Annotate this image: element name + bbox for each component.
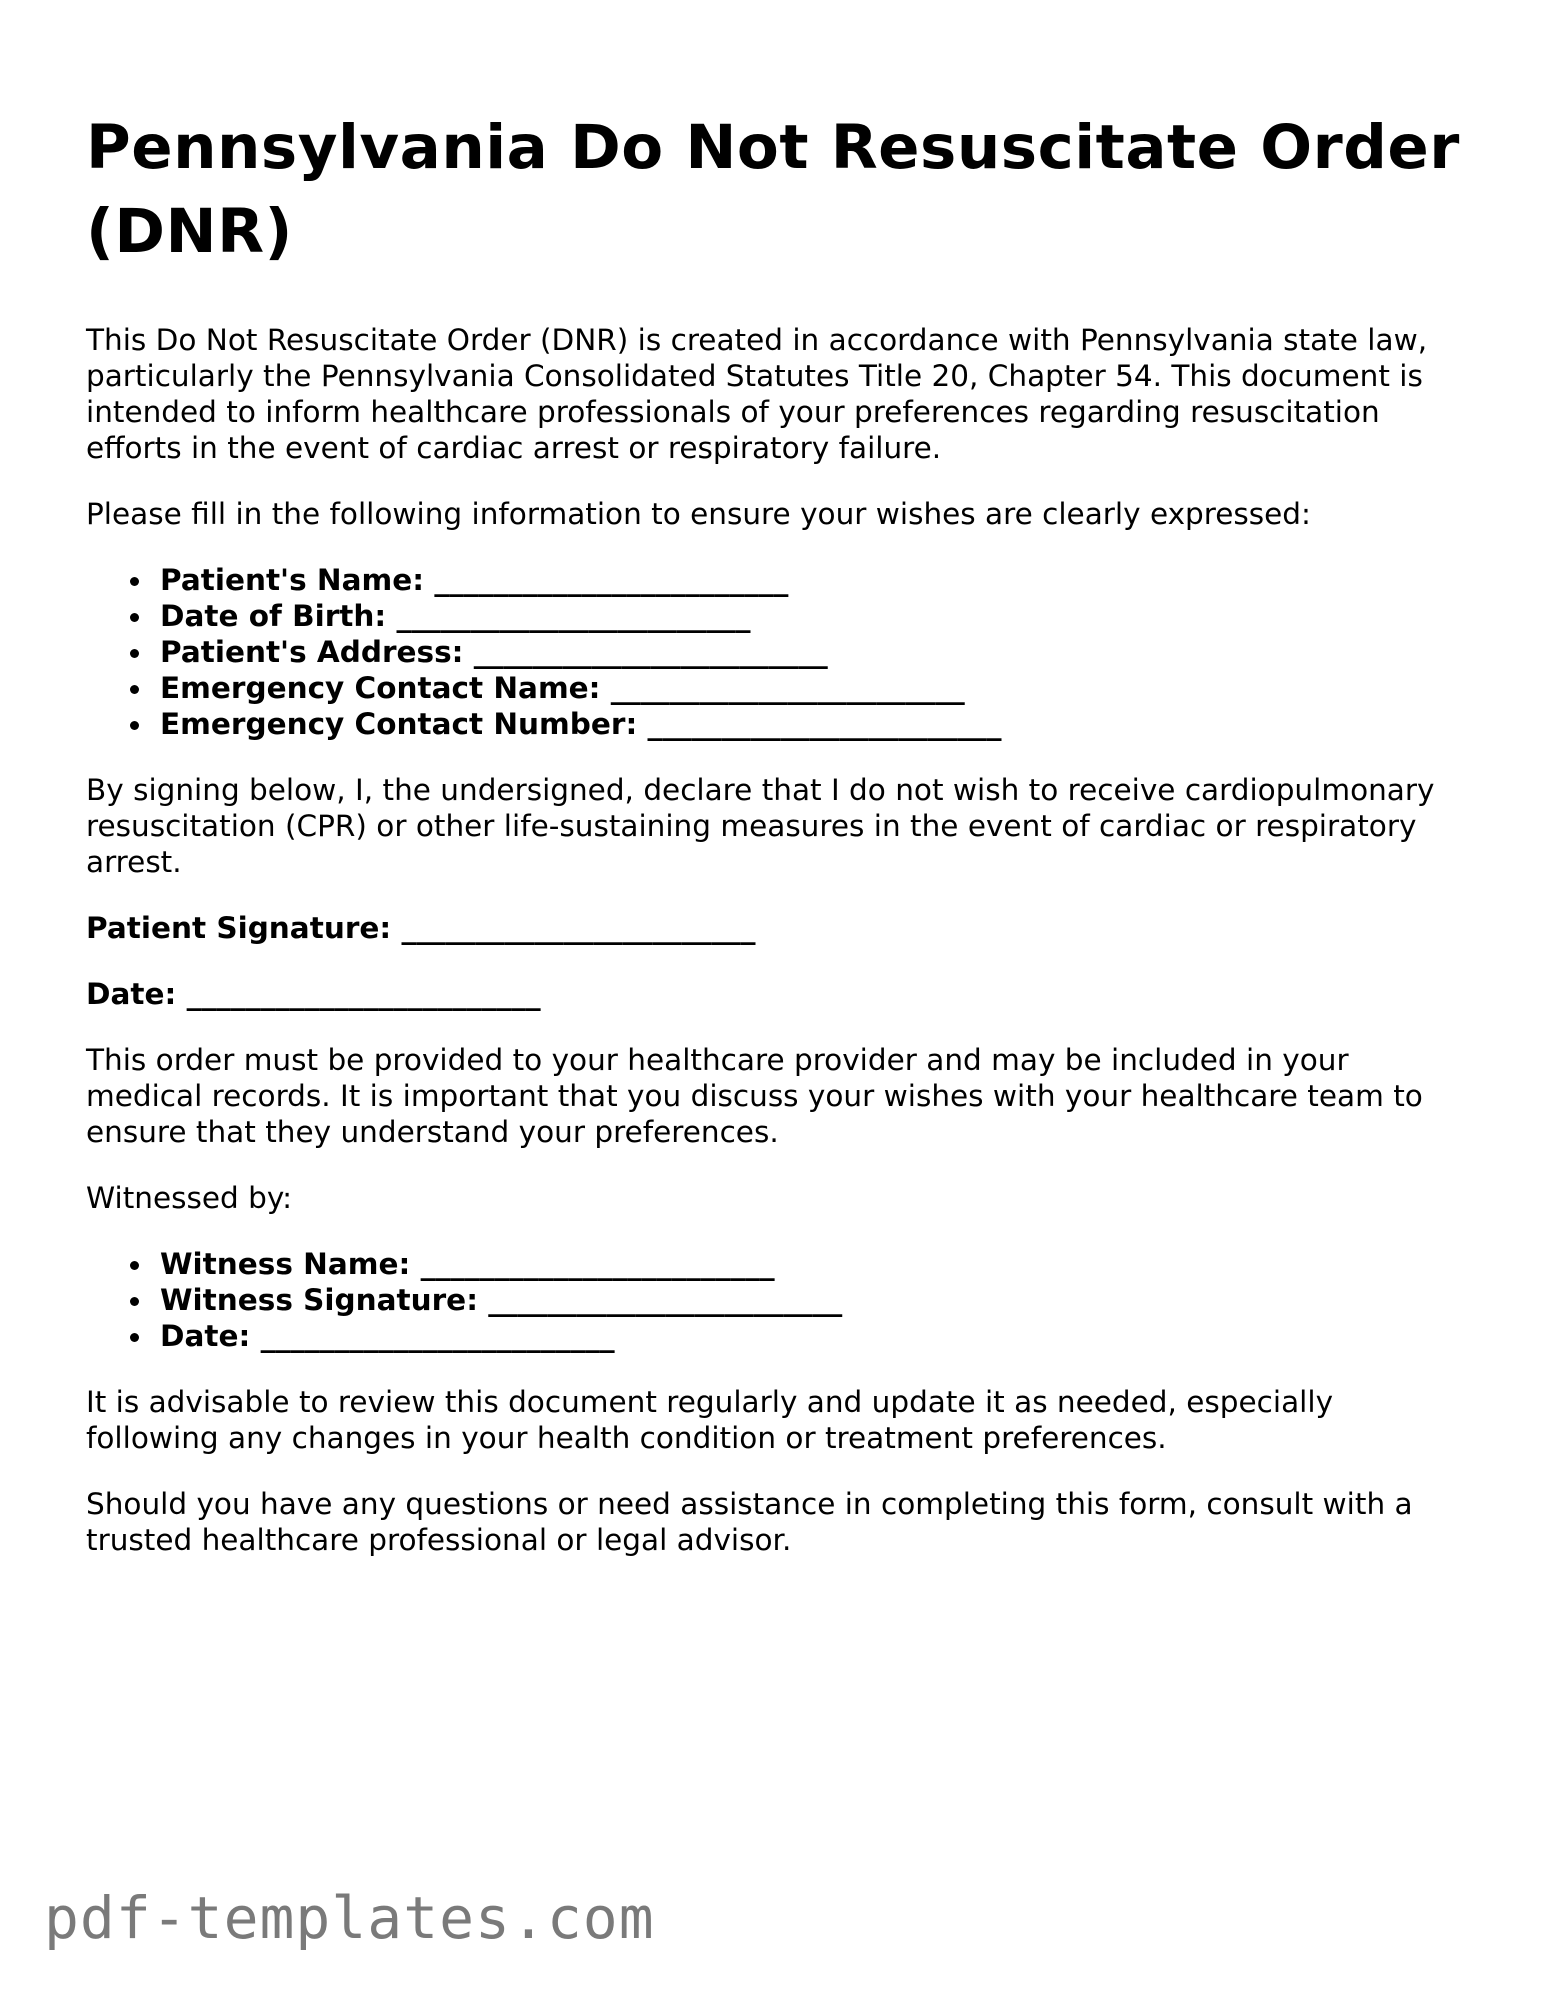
intro-paragraph: This Do Not Resuscitate Order (DNR) is created in accordance with Pennsylvania state law, particularly the Pennsylvania Consolidated Statutes Title 20, Chapter 54. This document is intended to inform healthcare professionals of your preferences regarding resuscitation efforts in the event of cardiac arrest or respiratory failure. bbox=[86, 323, 1428, 465]
field-label: Witness Signature: bbox=[160, 1283, 478, 1317]
patient-name-field[interactable] bbox=[160, 562, 1466, 598]
field-label: Patient's Address: bbox=[160, 635, 464, 669]
field-blank[interactable]: ________________________ bbox=[647, 707, 1002, 741]
field-blank[interactable]: ________________________ bbox=[473, 635, 828, 669]
document-page bbox=[86, 106, 1466, 1588]
field-blank[interactable]: ________________________ bbox=[186, 977, 541, 1011]
patient-address-field[interactable] bbox=[160, 634, 1466, 670]
instructions-paragraph: Please fill in the following information to ensure your wishes are clearly expressed: bbox=[86, 497, 1311, 531]
witness-fields-list bbox=[86, 1246, 1466, 1354]
assistance-note-paragraph: Should you have any questions or need assistance in completing this form, consult with a trusted healthcare professional or legal advisor. bbox=[86, 1487, 1413, 1557]
provider-note-paragraph: This order must be provided to your healthcare provider and may be included in your medical records. It is important that you discuss your wishes with your healthcare team to ensure that they understand your preferences. bbox=[86, 1043, 1423, 1149]
patient-signature-field[interactable] bbox=[86, 910, 1466, 946]
field-label: Date of Birth: bbox=[160, 599, 387, 633]
field-blank[interactable]: ________________________ bbox=[610, 671, 965, 705]
review-note-paragraph: It is advisable to review this document regularly and update it as needed, especially following any changes in your health condition or treatment preferences. bbox=[86, 1385, 1334, 1455]
field-blank[interactable]: ________________________ bbox=[488, 1283, 843, 1317]
field-label: Emergency Contact Name: bbox=[160, 671, 601, 705]
emergency-contact-number-field[interactable] bbox=[160, 706, 1466, 742]
watermark-logo: pdf-templates.com bbox=[44, 1884, 655, 1952]
field-label: Emergency Contact Number: bbox=[160, 707, 638, 741]
field-label: Patient's Name: bbox=[160, 563, 425, 597]
field-label: Witness Name: bbox=[160, 1247, 411, 1281]
page-title: Pennsylvania Do Not Resuscitate Order (DNR) bbox=[86, 112, 1460, 267]
field-blank[interactable]: ________________________ bbox=[420, 1247, 775, 1281]
witness-name-field[interactable] bbox=[160, 1246, 1466, 1282]
field-blank[interactable]: ________________________ bbox=[401, 911, 756, 945]
field-label: Date: bbox=[160, 1319, 251, 1353]
field-blank[interactable]: ________________________ bbox=[396, 599, 751, 633]
patient-fields-list bbox=[86, 562, 1466, 742]
emergency-contact-name-field[interactable] bbox=[160, 670, 1466, 706]
date-of-birth-field[interactable] bbox=[160, 598, 1466, 634]
witness-date-field[interactable] bbox=[160, 1318, 1466, 1354]
declaration-paragraph: By signing below, I, the undersigned, declare that I do not wish to receive cardiopulmonary resuscitation (CPR) or other life-sustaining measures in the event of cardiac or respiratory arrest. bbox=[86, 773, 1435, 879]
patient-date-field[interactable] bbox=[86, 976, 1466, 1012]
field-blank[interactable]: ________________________ bbox=[260, 1319, 615, 1353]
witness-intro: Witnessed by: bbox=[86, 1181, 293, 1215]
field-label: Date: bbox=[86, 977, 177, 1011]
field-label: Patient Signature: bbox=[86, 911, 392, 945]
field-blank[interactable]: ________________________ bbox=[434, 563, 789, 597]
witness-signature-field[interactable] bbox=[160, 1282, 1466, 1318]
